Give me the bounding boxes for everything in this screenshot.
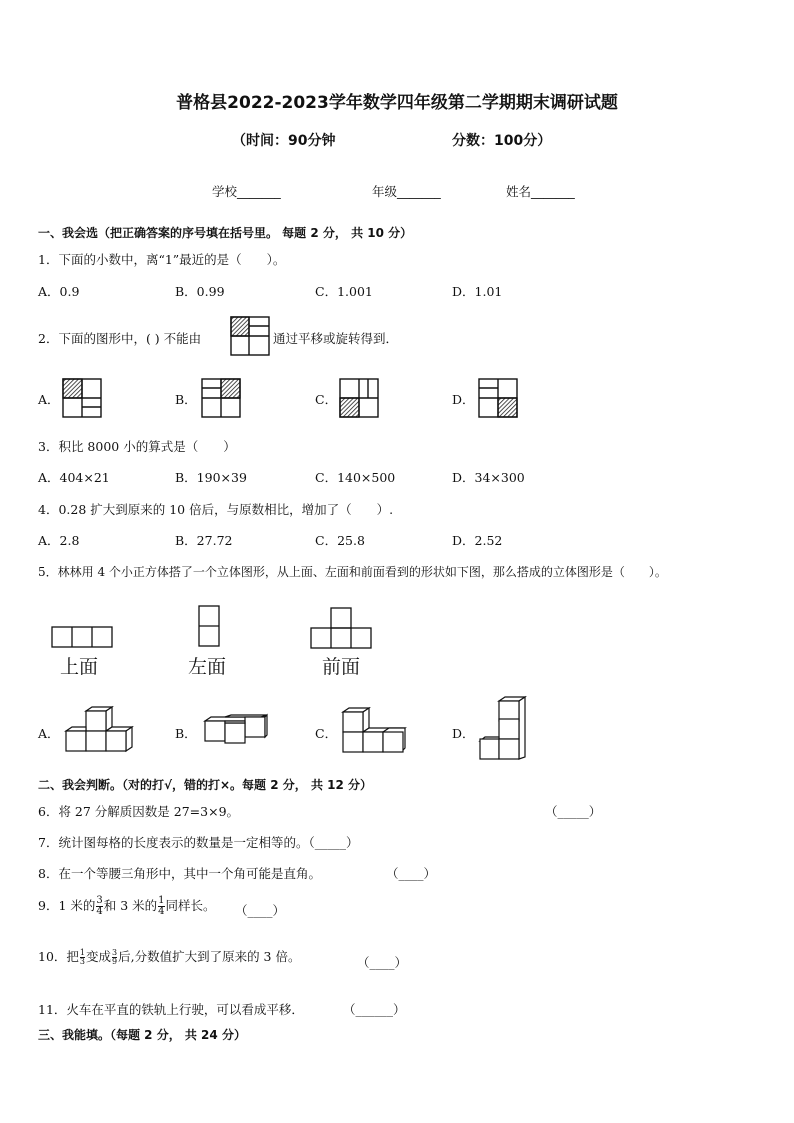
question-7: 7．统计图每格的长度表示的数量是一定相等的。（_____）	[38, 835, 359, 850]
q5-option-c-figure	[341, 708, 407, 754]
q4-option-c: C．25.8	[315, 533, 365, 548]
q5-option-b: B．	[175, 726, 197, 741]
q5-option-a-figure	[64, 707, 134, 753]
front-view-figure	[310, 607, 372, 649]
q10-part-1: 10．把	[38, 949, 79, 964]
q9-fraction-2: $\frac{1}{4}$	[158, 895, 165, 917]
left-view-figure	[198, 605, 220, 647]
name-field: 姓名_______	[506, 184, 575, 199]
q3-option-d: D．34×300	[452, 470, 525, 485]
question-2-post: 通过平移或旋转得到．	[273, 331, 399, 346]
question-8: 8．在一个等腰三角形中，其中一个角可能是直角。	[38, 866, 321, 881]
q10-part-2: 变成	[86, 949, 112, 964]
question-3: 3．积比 8000 小的算式是（ ）	[38, 439, 236, 454]
q6-answer-blank[interactable]: （_____）	[545, 804, 602, 819]
question-9	[38, 896, 216, 917]
q5-option-c: C．	[315, 726, 338, 741]
top-view-figure	[51, 626, 113, 648]
question-2-pre: 2．下面的图形中，( ) 不能由	[38, 331, 202, 346]
q10-fraction-1: $\frac{1}{3}$	[79, 948, 85, 966]
q2-option-b: B．	[175, 392, 197, 407]
q1-option-a: A．0.9	[38, 284, 80, 299]
q9-fraction-1: $\frac{3}{4}$	[96, 895, 103, 917]
q9-answer-blank[interactable]: （____）	[235, 903, 286, 918]
q1-option-d: D．1.01	[452, 284, 503, 299]
q1-option-b: B．0.99	[175, 284, 225, 299]
school-field: 学校_______	[212, 184, 281, 199]
q2-option-c: C．	[315, 392, 338, 407]
question-10	[38, 947, 300, 966]
q5-option-d-figure	[479, 697, 527, 761]
q8-answer-blank[interactable]: （____）	[386, 866, 437, 881]
q3-option-c: C．140×500	[315, 470, 396, 485]
q5-option-b-figure	[203, 715, 269, 745]
q2-option-a: A．	[38, 392, 60, 407]
exam-score: 分数：100分）	[452, 133, 552, 149]
page-title: 普格县2022-2023学年数学四年级第二学期期末调研试题	[176, 93, 618, 113]
question-11: 11．火车在平直的铁轨上行驶，可以看成平移．	[38, 1002, 304, 1017]
left-view-caption: 左面	[188, 656, 227, 678]
question-1: 1．下面的小数中，离“1”最近的是（ ）。	[38, 252, 286, 267]
q2-option-c-figure	[339, 378, 379, 418]
q5-option-d: D．	[452, 726, 475, 741]
question-4: 4．0.28 扩大到原来的 10 倍后，与原数相比，增加了（ ）.	[38, 502, 394, 517]
q4-option-d: D．2.52	[452, 533, 503, 548]
q9-part-1: 9．1 米的	[38, 898, 96, 913]
q10-fraction-2: $\frac{3}{9}$	[112, 948, 118, 966]
q2-reference-figure	[230, 316, 270, 356]
q10-answer-blank[interactable]: （____）	[357, 955, 408, 970]
question-5: 5．林林用 4 个小正方体搭了一个立体图形，从上面、左面和前面看到的形状如下图，那么搭成的立体图形是（ ）。	[38, 565, 667, 579]
question-6: 6．将 27 分解质因数是 27=3×9。	[38, 804, 240, 819]
section-1-heading: 一、我会选（把正确答案的序号填在括号里。 每题 2 分， 共 10 分）	[38, 226, 413, 240]
q3-option-a: A．404×21	[38, 470, 110, 485]
q2-option-d-figure	[478, 378, 518, 418]
q4-option-b: B．27.72	[175, 533, 233, 548]
grade-field: 年级_______	[372, 184, 441, 199]
q2-option-a-figure	[62, 378, 102, 418]
q10-part-3: 后,分数值扩大到了原来的 3 倍。	[118, 949, 301, 964]
q2-option-d: D．	[452, 392, 475, 407]
q3-option-b: B．190×39	[175, 470, 247, 485]
q4-option-a: A．2.8	[38, 533, 80, 548]
section-3-heading: 三、我能填。（每题 2 分， 共 24 分）	[38, 1028, 246, 1042]
q9-part-3: 同样长。	[165, 898, 216, 913]
q2-option-b-figure	[201, 378, 241, 418]
q9-part-2: 和 3 米的	[103, 898, 158, 913]
q1-option-c: C．1.001	[315, 284, 373, 299]
top-view-caption: 上面	[60, 656, 99, 678]
q11-answer-blank[interactable]: （______）	[343, 1002, 406, 1017]
exam-time: （时间：90分钟	[232, 133, 336, 149]
front-view-caption: 前面	[322, 656, 361, 678]
q5-option-a: A．	[38, 726, 60, 741]
section-2-heading: 二、我会判断。（对的打√，错的打×。每题 2 分， 共 12 分）	[38, 778, 372, 792]
